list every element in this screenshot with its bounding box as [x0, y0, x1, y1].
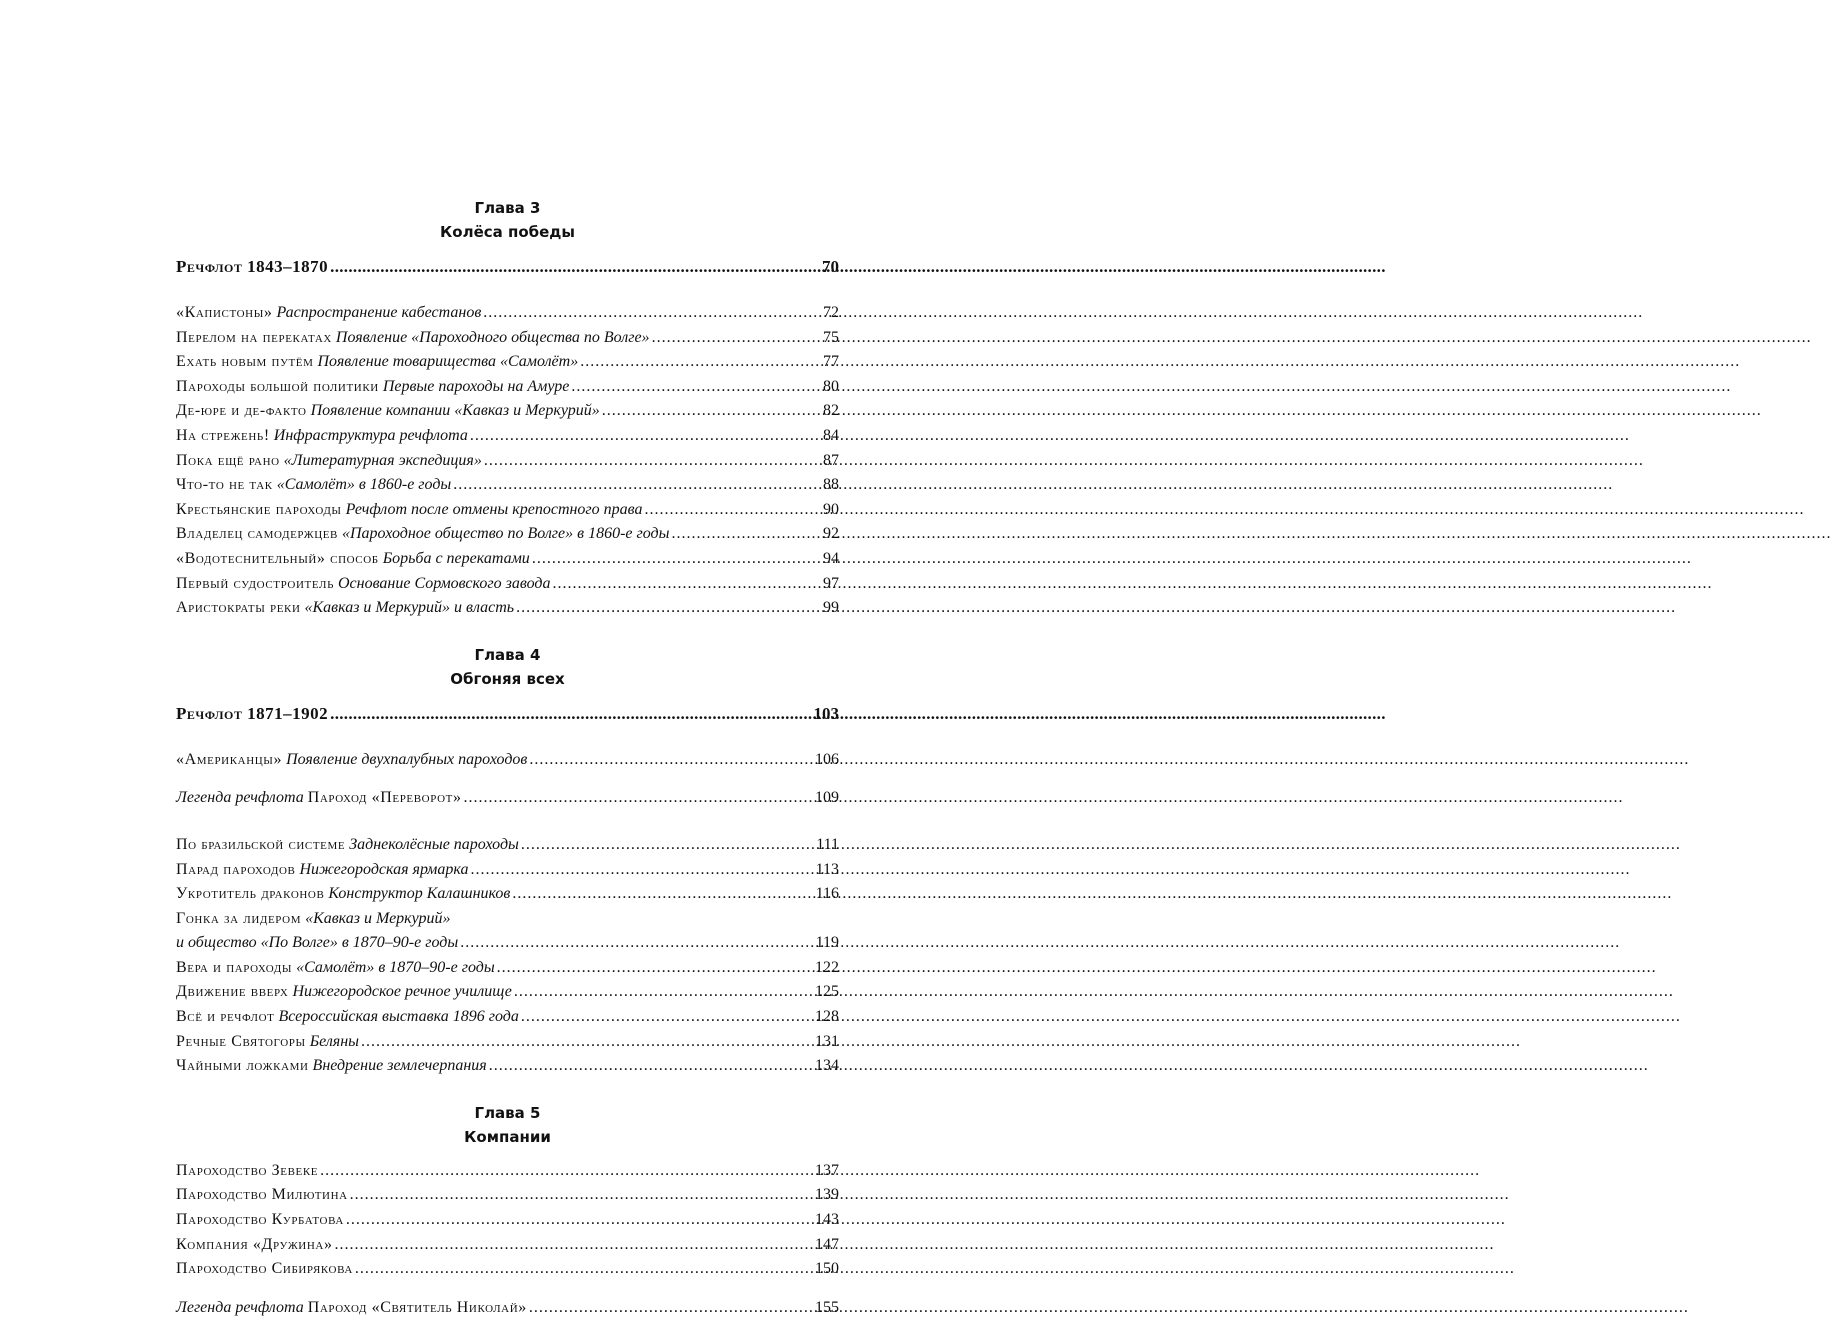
- leader-dots: [532, 547, 821, 572]
- entry-title: Укротитель драконов: [176, 885, 325, 903]
- entry-subtitle: Конструктор Калашников: [328, 885, 511, 903]
- leader-dots: [470, 424, 821, 449]
- leader-dots: [470, 858, 813, 883]
- leader-dots: [521, 833, 814, 858]
- toc-entry[interactable]: [176, 1233, 839, 1258]
- page-number: 80: [823, 377, 839, 395]
- entry-title: Речфлот 1871–1902: [176, 703, 329, 723]
- leader-dots: [529, 1296, 813, 1320]
- page-number: 87: [823, 451, 839, 469]
- entry-subtitle: Борьба с перекатами: [382, 549, 530, 567]
- entry-subtitle: Инфраструктура речфлота: [273, 426, 468, 444]
- leader-dots: [512, 882, 813, 907]
- entry-title: Компания «Дружина»: [176, 1235, 333, 1253]
- leader-dots: [350, 1183, 813, 1208]
- entry-title: Что-то не так: [176, 476, 273, 494]
- toc-entry[interactable]: [176, 326, 839, 351]
- entry-title: Парад пароходов: [176, 860, 296, 878]
- entry-subtitle: Легенда речфлота: [176, 1298, 304, 1316]
- page-number: 147: [815, 1235, 839, 1253]
- leader-dots: [483, 301, 821, 326]
- entry-title: Перелом на перекатах: [176, 328, 332, 346]
- toc-entry[interactable]: [176, 1159, 839, 1184]
- entry-title: Речные Святогоры: [176, 1032, 306, 1050]
- entry-subtitle: Нижегородская ярмарка: [299, 860, 469, 878]
- chapter-title: Обгоняя всех: [450, 669, 565, 688]
- page-number: 82: [823, 402, 839, 420]
- entry-title: Пароходство Зевеке: [176, 1161, 319, 1179]
- page-number: 113: [815, 860, 839, 878]
- toc-entry[interactable]: [176, 980, 839, 1005]
- page-number: 131: [815, 1032, 839, 1050]
- leader-dots: [346, 1208, 813, 1233]
- entry-title: Гонка за лидером: [176, 909, 302, 927]
- leader-dots: [460, 931, 813, 956]
- entry-title: «Американцы»: [176, 750, 283, 768]
- leader-dots: [671, 522, 821, 547]
- chapter-4-heading: [176, 643, 839, 691]
- entry-subtitle: Беляны: [309, 1032, 360, 1050]
- toc-entry[interactable]: [176, 786, 839, 811]
- entry-title: Аристократы реки: [176, 599, 301, 617]
- entry-title: Пароход «Святитель Николай»: [307, 1298, 527, 1316]
- leader-dots: [453, 473, 821, 498]
- entry-subtitle: Появление товарищества «Самолёт»: [317, 353, 579, 371]
- entry-title: Речфлот 1843–1870: [176, 257, 329, 276]
- toc-entry[interactable]: [176, 1208, 839, 1233]
- toc-entry[interactable]: [176, 956, 839, 981]
- toc-entry[interactable]: [176, 375, 839, 400]
- toc-entry[interactable]: [176, 1030, 839, 1055]
- entry-title: Вера и пароходы: [176, 958, 293, 976]
- entry-title: Первый судостроитель: [176, 574, 334, 592]
- entry-subtitle: Первые пароходы на Амуре: [382, 377, 570, 395]
- toc-entry[interactable]: [176, 1296, 839, 1320]
- toc-entry[interactable]: [176, 449, 839, 474]
- entry-subtitle: Легенда речфлота: [176, 789, 304, 807]
- table-of-contents: [176, 196, 839, 1320]
- entry-title: Ехать новым путём: [176, 353, 314, 371]
- leader-dots: [497, 956, 813, 981]
- entry-subtitle: «Самолёт» в 1860-е годы: [276, 476, 452, 494]
- entry-title: Всё и речфлот: [176, 1008, 275, 1026]
- entry-subtitle: Распространение кабестанов: [276, 304, 482, 321]
- leader-dots: [602, 399, 821, 424]
- toc-entry[interactable]: [176, 522, 839, 547]
- chapter-title: Колёса победы: [440, 223, 575, 241]
- page-number: 75: [823, 328, 839, 346]
- toc-entry[interactable]: [176, 473, 839, 498]
- entry-title: «Водотеснительный» способ: [176, 549, 379, 567]
- entry-title: Пока ещё рано: [176, 451, 280, 469]
- entry-subtitle: Основание Сормовского завода: [337, 574, 551, 592]
- leader-dots: [355, 1257, 813, 1282]
- entry-title: Движение вверх: [176, 983, 289, 1001]
- entry-title: Пароходы большой политики: [176, 377, 379, 395]
- toc-entry[interactable]: [176, 748, 839, 773]
- page-number: 134: [815, 1057, 839, 1075]
- toc-entry[interactable]: [176, 882, 839, 907]
- entry-subtitle: Внедрение землечерпания: [312, 1057, 487, 1075]
- toc-entry[interactable]: [176, 858, 839, 883]
- page-number: 103: [813, 703, 839, 723]
- toc-entry[interactable]: [176, 596, 839, 621]
- entry-subtitle: Заднеколёсные пароходы: [349, 835, 519, 853]
- entry-title: Пароходство Сибирякова: [176, 1260, 353, 1278]
- toc-entry[interactable]: [176, 1257, 839, 1282]
- page-number: 99: [823, 599, 839, 617]
- leader-dots: [645, 498, 821, 523]
- page-number: 139: [815, 1186, 839, 1204]
- leader-dots: [514, 980, 813, 1005]
- toc-entry[interactable]: [176, 399, 839, 424]
- page-number: 72: [823, 304, 839, 321]
- page-number: 84: [823, 426, 839, 444]
- entry-subtitle-continued: и общество «По Волге» в 1870–90-е годы: [176, 934, 459, 952]
- page-number: 109: [815, 789, 839, 807]
- entry-subtitle: «Кавказ и Меркурий» и власть: [304, 599, 515, 617]
- page-number: 90: [823, 500, 839, 518]
- entry-title: По бразильской системе: [176, 835, 346, 853]
- page-number: 125: [815, 983, 839, 1001]
- leader-dots: [516, 596, 821, 621]
- leader-dots: [484, 449, 821, 474]
- entry-subtitle: Всероссийская выставка 1896 года: [278, 1008, 519, 1026]
- entry-title: Чайными ложками: [176, 1057, 309, 1075]
- toc-entry[interactable]: [176, 350, 839, 375]
- leader-dots: [580, 350, 821, 375]
- entry-title: Де-юре и де-факто: [176, 402, 307, 420]
- toc-entry[interactable]: [176, 1183, 839, 1208]
- entry-subtitle: «Пароходное общество по Волге» в 1860-е годы: [342, 525, 670, 543]
- page-number: 137: [815, 1161, 839, 1179]
- leader-dots: [529, 748, 813, 773]
- toc-entry[interactable]: [176, 1054, 839, 1079]
- page-number: 94: [823, 549, 839, 567]
- toc-entry[interactable]: [176, 572, 839, 597]
- entry-subtitle: Появление компании «Кавказ и Меркурий»: [310, 402, 600, 420]
- leader-dots: [335, 1233, 813, 1258]
- page-number: 88: [823, 476, 839, 494]
- chapter-title: Компании: [464, 1127, 551, 1146]
- leader-dots: [571, 375, 821, 400]
- chapter-label: Глава 4: [474, 645, 541, 664]
- page-number: 128: [815, 1008, 839, 1026]
- toc-entry[interactable]: [176, 1005, 839, 1030]
- entry-title: Пароходство Милютина: [176, 1186, 348, 1204]
- page-number: 143: [815, 1211, 839, 1229]
- page-number: 70: [822, 257, 839, 276]
- page-number: 77: [823, 353, 839, 371]
- entry-subtitle: «Самолёт» в 1870–90-е годы: [296, 958, 495, 976]
- entry-subtitle: Нижегородское речное училище: [292, 983, 512, 1001]
- leader-dots: [330, 254, 820, 279]
- toc-entry[interactable]: [176, 498, 839, 523]
- toc-main-entry[interactable]: [176, 254, 839, 279]
- leader-dots: [330, 701, 811, 726]
- leader-dots: [552, 572, 821, 597]
- toc-entry-multiline[interactable]: [176, 907, 839, 956]
- page-number: 116: [815, 885, 839, 903]
- entry-title: На стрежень!: [176, 426, 270, 444]
- toc-entry[interactable]: [176, 547, 839, 572]
- chapter-3-heading: [176, 196, 839, 244]
- leader-dots: [652, 326, 821, 351]
- entry-title: Крестьянские пароходы: [176, 500, 342, 518]
- entry-subtitle: Появление «Пароходного общества по Волге»: [335, 328, 650, 346]
- leader-dots: [489, 1054, 813, 1079]
- leader-dots: [464, 786, 813, 811]
- page-number: 92: [823, 525, 839, 543]
- entry-subtitle: «Литературная экспедиция»: [283, 451, 482, 469]
- page-number: 150: [815, 1260, 839, 1278]
- page-number: 119: [815, 934, 839, 952]
- toc-entry[interactable]: [176, 833, 839, 858]
- entry-title: Пароход «Переворот»: [307, 789, 462, 807]
- toc-entry[interactable]: [176, 301, 839, 326]
- entry-subtitle: Речфлот после отмены крепостного права: [345, 500, 643, 518]
- entry-title: «Капистоны»: [176, 304, 273, 321]
- entry-subtitle: Появление двухпалубных пароходов: [286, 750, 528, 768]
- entry-subtitle: «Кавказ и Меркурий»: [305, 909, 451, 927]
- page-number: 106: [815, 750, 839, 768]
- leader-dots: [521, 1005, 813, 1030]
- page-number: 97: [823, 574, 839, 592]
- chapter-label: Глава 3: [474, 199, 541, 217]
- chapter-label: Глава 5: [474, 1103, 541, 1122]
- page-number: 155: [815, 1298, 839, 1316]
- toc-main-entry[interactable]: [176, 701, 839, 726]
- leader-dots: [361, 1030, 813, 1055]
- page-number: 122: [815, 958, 839, 976]
- entry-title: Пароходство Курбатова: [176, 1211, 344, 1229]
- entry-title: Владелец самодержцев: [176, 525, 338, 543]
- chapter-5-heading: [176, 1101, 839, 1149]
- leader-dots: [320, 1159, 813, 1184]
- page-number: 111: [816, 835, 839, 853]
- toc-entry[interactable]: [176, 424, 839, 449]
